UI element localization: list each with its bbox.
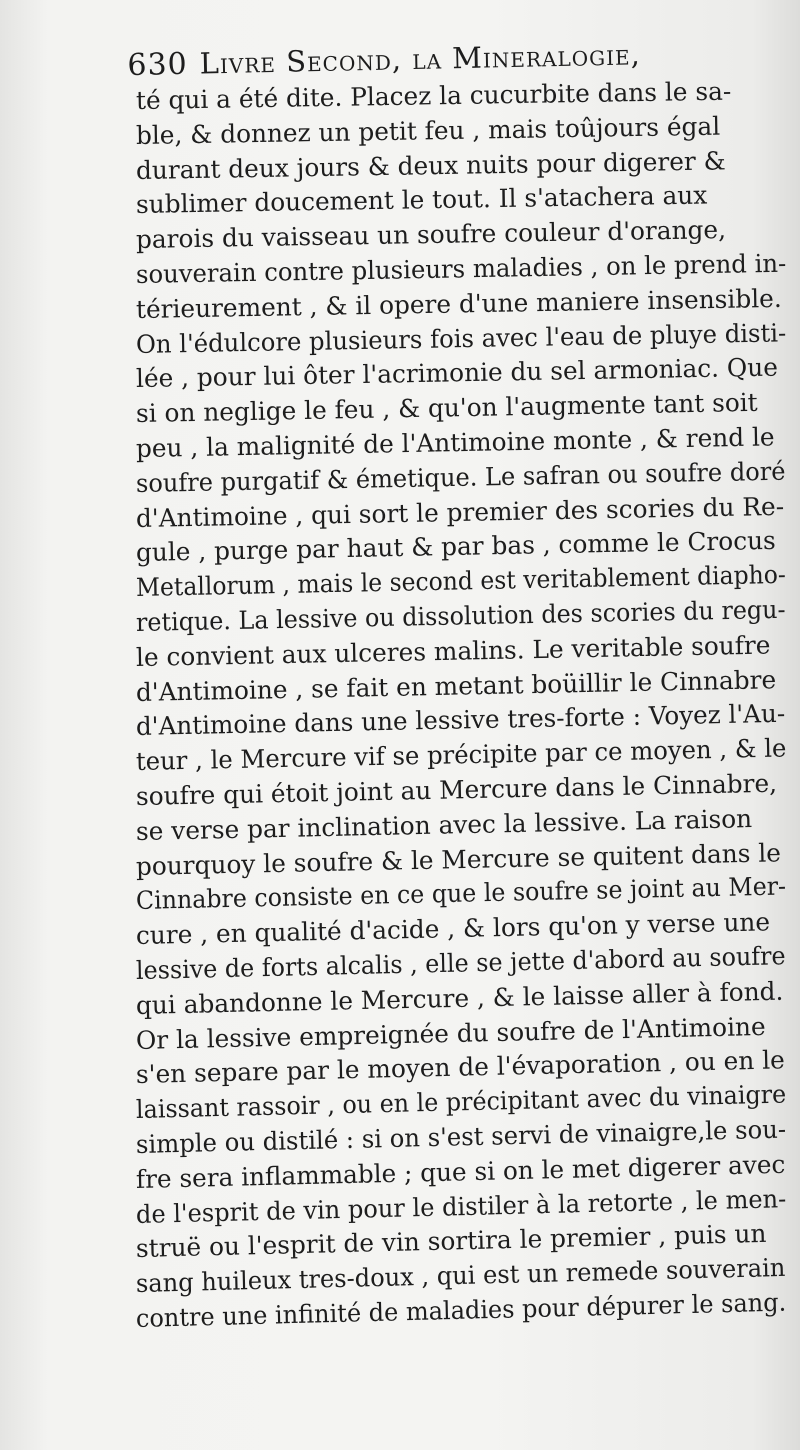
text-line: contre une infinité de maladies pour dépurer le sang. [135, 1287, 787, 1333]
text-line: souverain contre plusieurs maladies , on le prend in- [135, 248, 787, 289]
text-line: Metallorum , mais le second est veritablement diapho- [135, 559, 787, 603]
text-line: parois du vaisseau un soufre couleur d'orange, [135, 215, 727, 255]
text-line: qui abandonne le Mercure , & le laisse aller à fond. [135, 976, 784, 1020]
text-line: d'Antimoine , qui sort le premier des scories du Re- [135, 491, 785, 533]
text-line: se verse par inclination avec la lessive. La raison [135, 803, 753, 846]
text-line: sang huileux tres-doux , qui est un remede souverain [135, 1252, 786, 1299]
text-line: lessive de forts alcalis , elle se jette d'abord au soufre [135, 941, 786, 985]
text-line: soufre qui étoit joint au Mercure dans le Cinnabre, [135, 768, 778, 811]
text-line: s'en separe par le moyen de l'évaporation , ou en le [135, 1045, 786, 1090]
text-line: pourquoy le soufre & le Mercure se quitent dans le [135, 837, 782, 881]
text-line: struë ou l'esprit de vin sortira le premier , puis un [135, 1219, 767, 1264]
text-line: té qui a été dite. Placez la cucurbite dans le sa- [135, 76, 732, 115]
text-line: ble, & donnez un petit feu , mais toûjours égal [135, 111, 721, 150]
text-line: de l'esprit de vin pour le distiler à la retorte , le men- [135, 1183, 787, 1229]
text-line: lée , pour lui ôter l'acrimonie du sel armoniac. Que [135, 352, 779, 394]
page-number: 630 [127, 46, 189, 84]
text-line: simple ou distilé : si on s'est servi de vinaigre,le sou- [135, 1114, 787, 1159]
text-line: laissant rassoir , ou en le précipitant avec du vinaigre [135, 1079, 787, 1125]
text-line: gule , purge par haut & par bas , comme le Crocus [135, 526, 777, 568]
text-line: Cinnabre consiste en ce que le soufre se joint au Mer- [135, 871, 787, 916]
body-text [135, 76, 791, 1337]
text-line: térieurement , & il opere d'une maniere insensible. [135, 283, 782, 324]
text-line: d'Antimoine dans une lessive tres-forte : Voyez l'Au- [135, 699, 786, 742]
text-line: durant deux jours & deux nuits pour digerer & [135, 145, 726, 185]
text-line: d'Antimoine , se fait en metant boüillir le Cinnabre [135, 664, 777, 707]
text-line: le convient aux ulceres malins. Le veritable soufre [135, 630, 771, 672]
text-line: fre sera inflammable ; que si on le met digerer avec [135, 1149, 786, 1194]
text-line: teur , le Mercure vif se précipite par ce moyen , & le [135, 733, 787, 777]
text-line: si on neglige le feu , & qu'on l'augmente tant soit [135, 388, 758, 429]
page-mark [145, 0, 165, 6]
text-line: cure , en qualité d'acide , & lors qu'on y verse une [135, 907, 771, 951]
text-line: soufre purgatif & émetique. Le safran ou soufre doré [135, 456, 786, 498]
text-line: retique. La lessive ou dissolution des scories du regu- [135, 594, 786, 637]
text-line: sublimer doucement le tout. Il s'atachera aux [135, 180, 708, 220]
text-line: peu , la malignité de l'Antimoine monte , & rend le [135, 422, 775, 463]
running-head: Livre Second, la Mineralogie, [199, 37, 642, 81]
text-line: Or la lessive empreignée du soufre de l'Antimoine [135, 1011, 766, 1055]
text-line: On l'édulcore plusieurs fois avec l'eau de pluye disti- [135, 317, 787, 359]
